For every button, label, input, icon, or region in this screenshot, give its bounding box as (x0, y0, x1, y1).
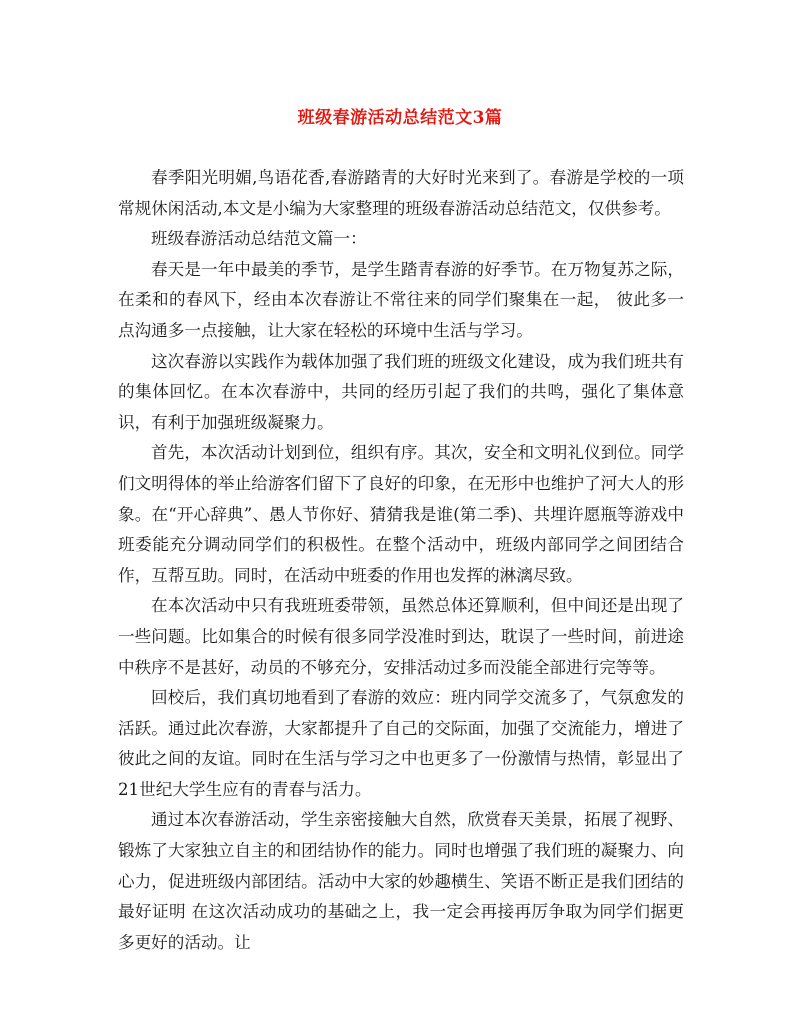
paragraph: 在本次活动中只有我班班委带领，虽然总体还算顺利，但中间还是出现了一些问题。比如集合的时候有很多同学没准时到达，耽误了一些时间，前进途中秩序不是甚好，动员的不够充分，安排活动过多而没能全部进行完等等。 (118, 596, 684, 677)
paragraph: 回校后，我们真切地看到了春游的效应：班内同学交流多了，气氛愈发的活跃。通过此次春游，大家都提升了自己的交际面，加强了交流能力，增进了彼此之间的友谊。同时在生活与学习之中也更多了一份激情与热情，彰显出了21世纪大学生应有的青春与活力。 (118, 688, 684, 799)
paragraph: 春天是一年中最美的季节，是学生踏青春游的好季节。在万物复苏之际，在柔和的春风下，经由本次春游让不常往来的同学们聚集在一起， 彼此多一点沟通多一点接触，让大家在轻松的环境中生活与学习。 (118, 259, 684, 340)
paragraph: 这次春游以实践作为载体加强了我们班的班级文化建设，成为我们班共有的集体回忆。在本次春游中，共同的经历引起了我们的共鸣，强化了集体意识，有利于加强班级凝聚力。 (118, 351, 684, 432)
paragraph-intro: 春季阳光明媚,鸟语花香,春游踏青的大好时光来到了。春游是学校的一项常规休闲活动,本文是小编为大家整理的班级春游活动总结范文，仅供参考。 (118, 168, 684, 218)
paragraph: 首先，本次活动计划到位，组织有序。其次，安全和文明礼仪到位。同学们文明得体的举止给游客们留下了良好的印象，在无形中也维护了河大人的形象。在“开心辞典”、愚人节你好、猜猜我是谁(第二季)、共埋许愿瓶等游戏中班委能充分调动同学们的积极性。在整个活动中，班级内部同学之间团结合作，互帮互助。同时，在活动中班委的作用也发挥的淋漓尽致。 (118, 443, 684, 585)
document-body (118, 163, 684, 958)
document-title: 班级春游活动总结范文3篇 (297, 108, 503, 128)
paragraph: 通过本次春游活动，学生亲密接触大自然，欣赏春天美景，拓展了视野、锻炼了大家独立自主的和团结协作的能力。同时也增强了我们班的凝聚力、向心力，促进班级内部团结。活动中大家的妙趣横生、笑语不断正是我们团结的最好证明 在这次活动成功的基础之上，我一定会再接再厉争取为同学们据更多更好的活动。让 (118, 810, 684, 952)
section-heading: 班级春游活动总结范文篇一： (151, 229, 367, 249)
